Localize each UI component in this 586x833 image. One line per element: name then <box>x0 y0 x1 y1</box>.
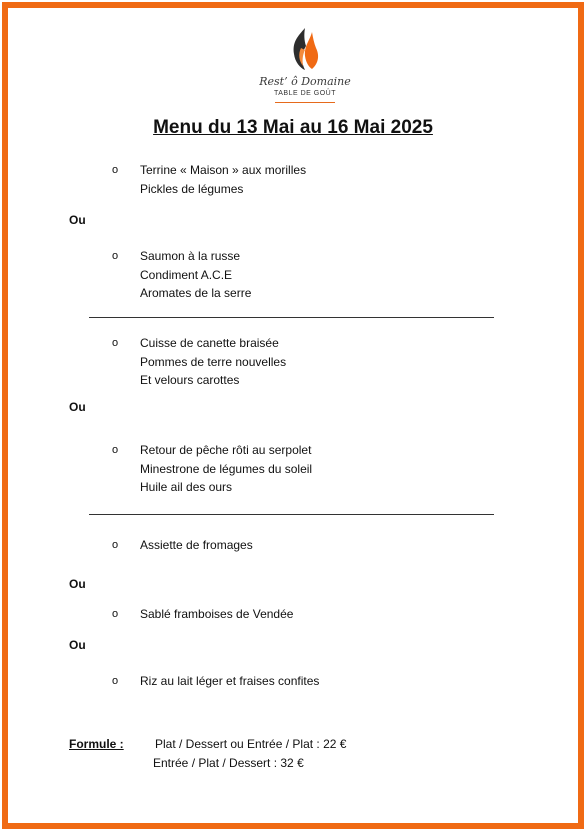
dish-line: Minestrone de légumes du soleil <box>140 461 313 476</box>
dish-line: Cuisse de canette braisée <box>140 336 279 350</box>
dish-line: Retour de pêche rôti au serpolet <box>140 443 312 457</box>
dish-line: Sablé framboises de Vendée <box>140 607 294 621</box>
dish-line: Aromates de la serre <box>140 286 252 300</box>
ou-separator: Ou <box>69 400 86 414</box>
dish-line: Pommes de terre nouvelles <box>140 354 287 369</box>
bullet-icon: o <box>112 444 119 456</box>
bullet-icon: o <box>112 675 119 687</box>
logo-brand-text: Rest’ ô Domaine <box>259 75 351 88</box>
formule-price-1: Plat / Dessert ou Entrée / Plat : 22 € <box>155 737 347 751</box>
bullet-icon: o <box>112 539 119 551</box>
dish-line: Riz au lait léger et fraises confites <box>140 674 320 688</box>
restaurant-logo <box>255 26 355 106</box>
bullet-icon: o <box>112 164 119 176</box>
page-title: Menu du 13 Mai au 16 Mai 2025 <box>153 117 433 138</box>
logo-tagline: TABLE DE GOÛT <box>274 90 336 97</box>
logo-underline <box>275 102 335 103</box>
bullet-icon: o <box>112 608 119 620</box>
formule-price-2: Entrée / Plat / Dessert : 32 € <box>153 756 304 770</box>
dish-line: Huile ail des ours <box>140 480 233 494</box>
dish-line: Et velours carottes <box>140 373 240 387</box>
dish-line: Assiette de fromages <box>140 538 253 552</box>
dish-line: Terrine « Maison » aux morilles <box>140 163 307 177</box>
dish-line: Pickles de légumes <box>140 181 244 196</box>
ou-separator: Ou <box>69 577 86 591</box>
section-divider <box>89 317 494 318</box>
dish-line: Condiment A.C.E <box>140 267 233 282</box>
section-divider <box>89 514 494 515</box>
flame-icon <box>288 26 322 72</box>
ou-separator: Ou <box>69 213 86 227</box>
formule-label: Formule : <box>69 737 124 751</box>
ou-separator: Ou <box>69 638 86 652</box>
bullet-icon: o <box>112 250 119 262</box>
bullet-icon: o <box>112 337 119 349</box>
dish-line: Saumon à la russe <box>140 249 241 263</box>
